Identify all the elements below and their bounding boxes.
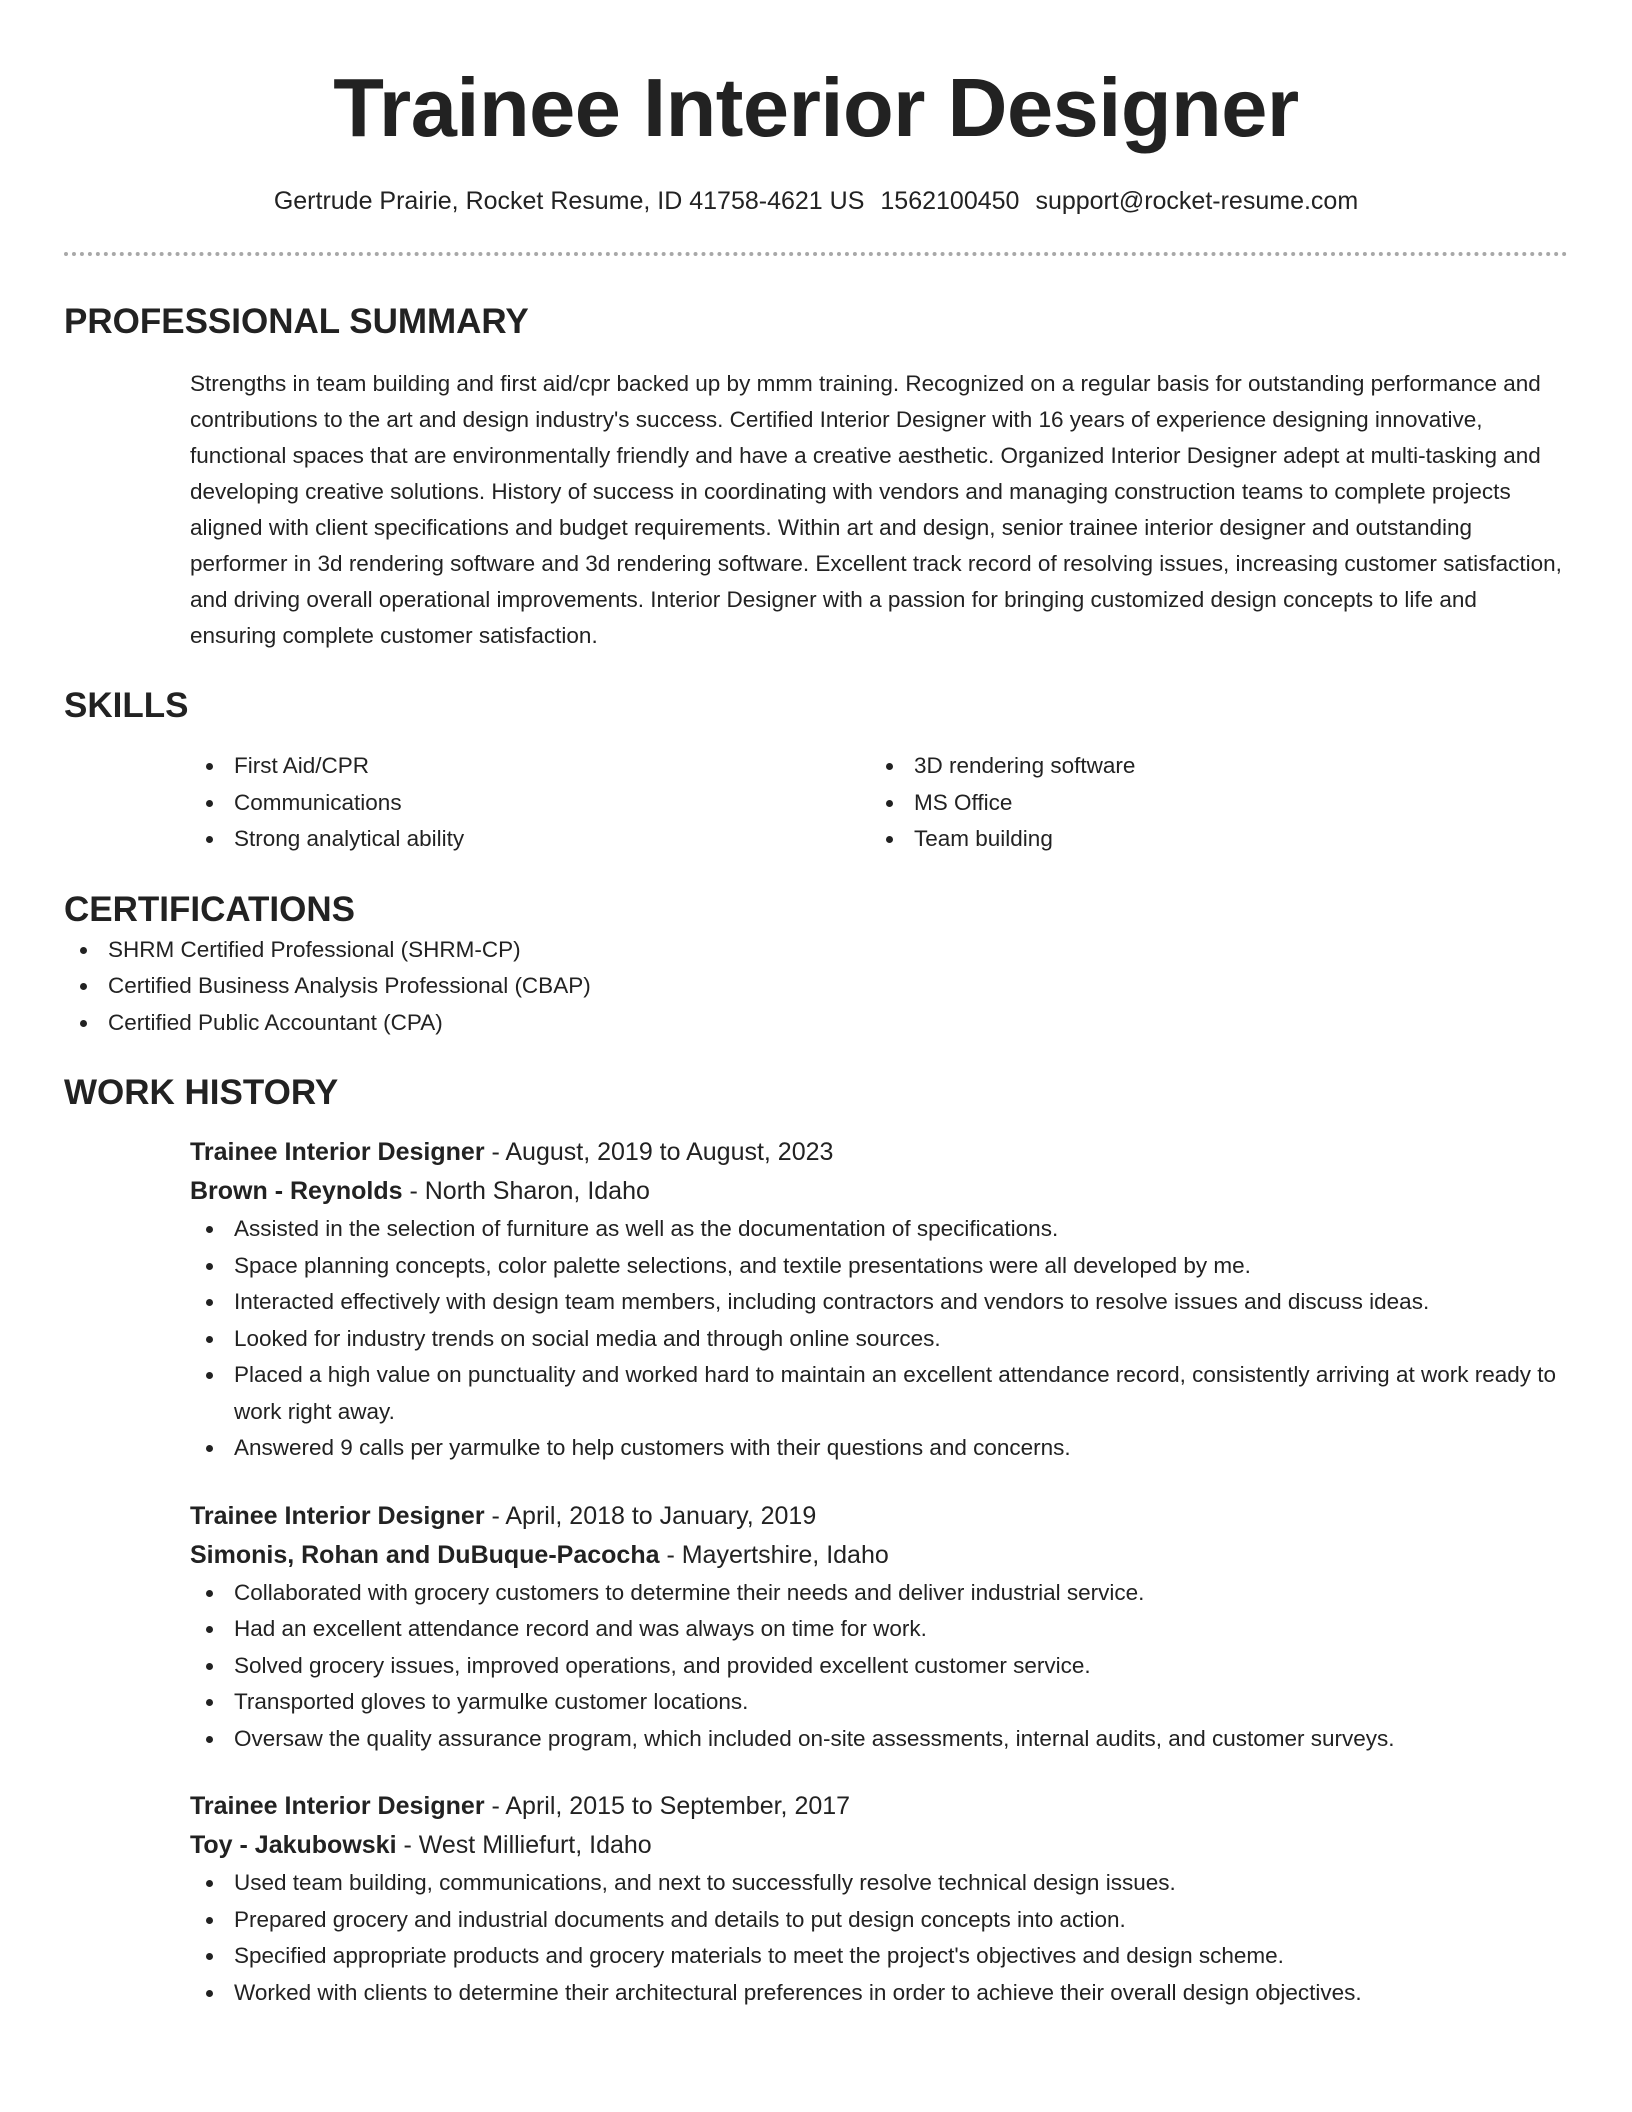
job-bullet: Solved grocery issues, improved operations, and provided excellent customer service. — [190, 1648, 1568, 1685]
job-bullet: Prepared grocery and industrial documents and details to put design concepts into action. — [190, 1902, 1568, 1939]
certification-item: Certified Public Accountant (CPA) — [64, 1005, 1568, 1042]
contact-line — [64, 184, 1568, 218]
skills-section — [64, 684, 1568, 858]
job-dates: - April, 2015 to September, 2017 — [484, 1792, 851, 1820]
job-role-line — [190, 1133, 1568, 1172]
certification-item: SHRM Certified Professional (SHRM-CP) — [64, 932, 1568, 969]
summary-section — [64, 300, 1568, 654]
job-role-line — [190, 1787, 1568, 1826]
job-entry — [190, 1497, 1568, 1758]
resume-page — [64, 0, 1568, 2011]
job-bullet: Transported gloves to yarmulke customer locations. — [190, 1684, 1568, 1721]
job-role: Trainee Interior Designer — [190, 1501, 485, 1530]
certifications-section — [64, 888, 1568, 1042]
summary-text: Strengths in team building and first aid/cpr backed up by mmm training. Recognized on a regular basis for outstanding performance and contributions to the art and design industry's success. Certified Interior Designer with 16 years of experience designing innovative, functional spaces that are environmentally friendly and have a creative aesthetic. Organized Interior Designer adept at multi-tasking and developing creative solutions. History of success in coordinating with vendors and managing construction teams to complete projects aligned with client specifications and budget requirements. Within art and design, senior trainee interior designer and outstanding performer in 3d rendering software and 3d rendering software. Excellent track record of resolving issues, increasing customer satisfaction, and driving overall operational improvements. Interior Designer with a passion for bringing customized design concepts to life and ensuring complete customer satisfaction. — [190, 371, 1562, 648]
certification-item: Certified Business Analysis Professional (CBAP) — [64, 968, 1568, 1005]
certifications-list — [64, 932, 1568, 1042]
skills-left-list — [190, 748, 870, 858]
job-bullet: Oversaw the quality assurance program, which included on-site assessments, internal audits, and customer surveys. — [190, 1721, 1568, 1758]
skill-item: Communications — [190, 785, 870, 822]
skills-title: SKILLS — [64, 686, 189, 725]
job-bullet: Looked for industry trends on social media and through online sources. — [190, 1321, 1568, 1358]
job-bullet-list — [190, 1575, 1568, 1758]
skills-right-list — [870, 748, 1550, 858]
skill-item: First Aid/CPR — [190, 748, 870, 785]
job-location: - Mayertshire, Idaho — [659, 1540, 889, 1569]
contact-phone: 1562100450 — [880, 187, 1020, 215]
job-bullet: Space planning concepts, color palette selections, and textile presentations were all developed by me. — [190, 1248, 1568, 1285]
skills-grid — [190, 748, 1568, 858]
job-bullet: Used team building, communications, and next to successfully resolve technical design issues. — [190, 1865, 1568, 1902]
job-bullet: Worked with clients to determine their architectural preferences in order to achieve their overall design objectives. — [190, 1975, 1568, 2012]
job-entry — [190, 1133, 1568, 1467]
job-company-line — [190, 1172, 1568, 1211]
job-location: - West Milliefurt, Idaho — [396, 1831, 652, 1859]
skill-item: Team building — [870, 821, 1550, 858]
job-bullet: Collaborated with grocery customers to determine their needs and deliver industrial service. — [190, 1575, 1568, 1612]
job-dates: - August, 2019 to August, 2023 — [484, 1138, 834, 1166]
job-bullet-list — [190, 1211, 1568, 1467]
contact-address: Gertrude Prairie, Rocket Resume, ID 41758-4621 US — [273, 187, 865, 215]
job-bullet: Placed a high value on punctuality and worked hard to maintain an excellent attendance record, consistently arriving at work ready to work right away. — [190, 1357, 1568, 1430]
summary-title: PROFESSIONAL SUMMARY — [64, 302, 529, 341]
job-role-line — [190, 1497, 1568, 1536]
job-company-line — [190, 1826, 1568, 1865]
job-dates: - April, 2018 to January, 2019 — [484, 1501, 817, 1530]
contact-email: support@rocket-resume.com — [1035, 187, 1359, 215]
certifications-title: CERTIFICATIONS — [64, 889, 356, 929]
job-bullet: Specified appropriate products and grocery materials to meet the project's objectives and design scheme. — [190, 1938, 1568, 1975]
job-bullet: Assisted in the selection of furniture as well as the documentation of specifications. — [190, 1211, 1568, 1248]
header-divider — [64, 252, 1568, 256]
job-role: Trainee Interior Designer — [190, 1138, 485, 1166]
job-bullet: Interacted effectively with design team members, including contractors and vendors to resolve issues and discuss ideas. — [190, 1284, 1568, 1321]
candidate-name: Trainee Interior Designer — [333, 61, 1299, 154]
skill-item: MS Office — [870, 785, 1550, 822]
job-company-line — [190, 1536, 1568, 1575]
job-bullet-list — [190, 1865, 1568, 2011]
job-bullet: Answered 9 calls per yarmulke to help customers with their questions and concerns. — [190, 1430, 1568, 1467]
work-history-section — [64, 1071, 1568, 2011]
job-entry — [190, 1787, 1568, 2011]
job-bullet: Had an excellent attendance record and was always on time for work. — [190, 1611, 1568, 1648]
job-location: - North Sharon, Idaho — [402, 1177, 650, 1205]
skill-item: Strong analytical ability — [190, 821, 870, 858]
skill-item: 3D rendering software — [870, 748, 1550, 785]
job-company: Brown - Reynolds — [190, 1177, 403, 1205]
job-company: Toy - Jakubowski — [190, 1831, 397, 1859]
job-role: Trainee Interior Designer — [190, 1792, 485, 1820]
job-company: Simonis, Rohan and DuBuque-Pacocha — [190, 1540, 660, 1569]
work-history-title: WORK HISTORY — [64, 1073, 339, 1112]
